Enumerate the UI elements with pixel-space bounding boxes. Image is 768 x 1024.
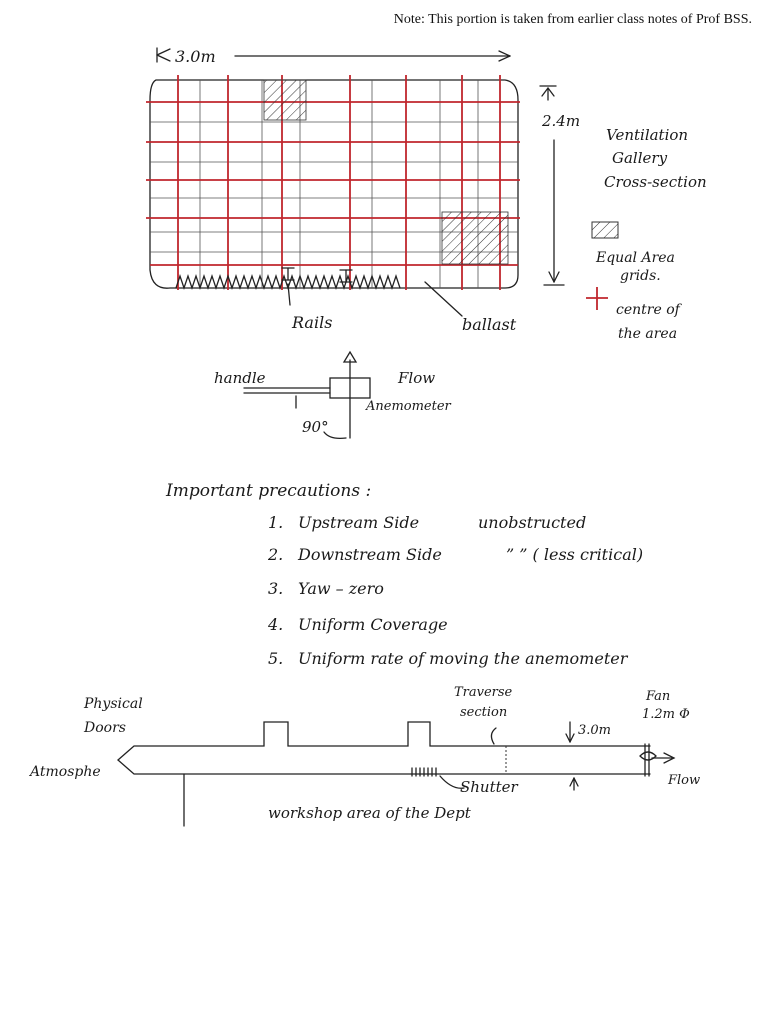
width-label: 3.0m: [175, 47, 216, 66]
precaution-item: [268, 649, 629, 668]
precaution-text: Yaw – zero: [298, 579, 384, 598]
fan-icon: [640, 752, 656, 760]
gallery-cross-section: [146, 47, 707, 342]
rails-label: Rails: [292, 313, 333, 332]
shutter-label: Shutter: [460, 778, 518, 796]
legend-hatch-label: Equal Area: [596, 250, 675, 266]
precaution-text: Downstream Side: [298, 545, 442, 564]
legend-cross-icon: [586, 287, 608, 310]
physical-doors-label: Doors: [84, 720, 126, 736]
fan-label: Fan: [646, 689, 671, 704]
legend-cross-label: the area: [618, 326, 678, 342]
precaution-text: Uniform rate of moving the anemometer: [298, 649, 628, 668]
traverse-label: section: [460, 705, 508, 720]
gallery-title-line: Ventilation: [606, 126, 689, 144]
precaution-extra: unobstructed: [478, 513, 587, 532]
hatched-cell-top: [264, 80, 306, 120]
precaution-item: [267, 615, 448, 634]
precaution-number: 4.: [268, 615, 284, 634]
anemometer-sketch: [214, 352, 452, 438]
precaution-extra: ” ” ( less critical): [506, 545, 644, 564]
legend-hatch-swatch: [592, 222, 618, 238]
distance-label: 3.0m: [578, 723, 612, 738]
legend-cross-label: centre of: [616, 302, 680, 318]
flow-out-label: Flow: [668, 773, 701, 788]
physical-doors-label: Physical: [84, 696, 143, 712]
precautions-list: [165, 481, 643, 668]
height-label: 2.4m: [542, 112, 581, 130]
angle-label: 90°: [302, 418, 329, 436]
precaution-number: 2.: [268, 545, 284, 564]
gallery-title-line: Cross-section: [604, 173, 707, 191]
rails-leader: [288, 284, 290, 305]
shutter-marks: [412, 768, 436, 776]
height-dim-arrowhead: [549, 272, 554, 282]
fan-label: 1.2m Φ: [642, 707, 690, 722]
handle-label: handle: [214, 369, 266, 387]
source-note: Note: This portion is taken from earlier class notes of Prof BSS.: [393, 12, 752, 27]
precautions-heading: Important precautions :: [166, 481, 372, 501]
ballast-leader: [425, 282, 462, 316]
height-dim-arrowhead: [542, 88, 548, 96]
anemometer-label: Anemometer: [366, 399, 451, 414]
precaution-item: [267, 545, 643, 564]
height-dim-arrowhead: [554, 272, 559, 282]
precaution-text: Upstream Side: [298, 513, 420, 532]
traverse-label: Traverse: [454, 685, 513, 700]
precaution-number: 1.: [268, 513, 284, 532]
gallery-tube-bottom: [118, 760, 650, 774]
flow-label: Flow: [398, 369, 436, 387]
atmosphere-label: Atmosphe: [30, 764, 101, 780]
precaution-item: [268, 513, 586, 532]
width-dim-arrow: [157, 55, 170, 61]
precaution-text: Uniform Coverage: [298, 615, 448, 634]
precaution-item: [268, 579, 384, 598]
width-dim-arrowhead: [499, 56, 510, 61]
legend-hatch-label: grids.: [620, 268, 661, 284]
ballast-label: ballast: [462, 315, 517, 334]
precaution-number: 5.: [268, 649, 284, 668]
workshop-label: workshop area of the Dept: [268, 804, 471, 822]
hatched-cell-right: [442, 212, 508, 264]
width-dim-arrowhead: [499, 51, 510, 56]
traverse-leader: [491, 728, 496, 744]
height-dim-arrowhead: [548, 88, 554, 96]
precaution-number: 3.: [268, 579, 284, 598]
gallery-title-line: Gallery: [612, 149, 668, 167]
gallery-layout-sketch: [28, 685, 700, 826]
width-dim-arrow: [157, 49, 170, 55]
